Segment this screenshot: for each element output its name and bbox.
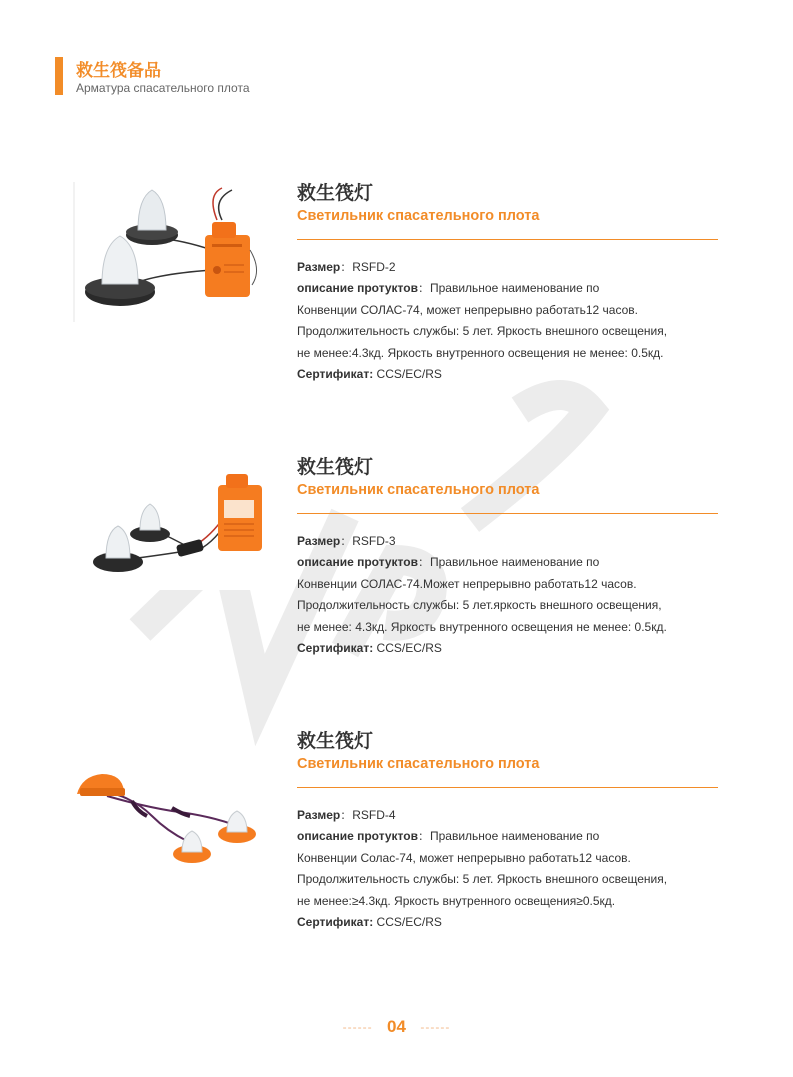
size-line: Размер：RSFD-4 bbox=[297, 808, 396, 822]
divider bbox=[297, 513, 718, 514]
pager-dashes-left: ------ bbox=[342, 1020, 373, 1034]
desc-line: не менее:≥4.3кд. Яркость внутренного освещения≥0.5кд. bbox=[297, 893, 616, 908]
desc-label: описание протуктов bbox=[297, 829, 418, 844]
product-title-cn: 救生筏灯 bbox=[297, 456, 374, 478]
desc-line: Продолжительность службы: 5 лет. Яркость внешного освещения, bbox=[297, 872, 668, 887]
cert-value: CCS/EC/RS bbox=[376, 915, 442, 930]
cert-label: Сертификат: bbox=[297, 915, 374, 930]
section-subtitle: Арматура спасательного плота bbox=[76, 81, 250, 95]
product-card-2 bbox=[0, 452, 793, 662]
page-number: 04 bbox=[387, 1017, 406, 1036]
cert-value: CCS/EC/RS bbox=[376, 641, 442, 656]
product-title-ru: Светильник спасательного плота bbox=[297, 482, 540, 498]
desc-line: Конвенции СОЛАС-74.Может непрерывно работать12 часов. bbox=[297, 576, 637, 591]
product-title-ru: Светильник спасательного плота bbox=[297, 208, 540, 224]
product-description bbox=[297, 531, 727, 659]
desc-line: не менее: 4.3кд. Яркость внутренного освещения не менее: 0.5кд. bbox=[297, 619, 667, 634]
desc-label: описание протуктов bbox=[297, 555, 418, 570]
desc-text: Правильное наименование по bbox=[430, 555, 600, 570]
product-card-1 bbox=[0, 178, 793, 388]
size-line: Размер：RSFD-2 bbox=[297, 260, 396, 274]
divider bbox=[297, 239, 718, 240]
cert-label: Сертификат: bbox=[297, 367, 374, 382]
desc-line: Конвенции Солас-74, может непрерывно работать12 часов. bbox=[297, 850, 631, 865]
product-title-cn: 救生筏灯 bbox=[297, 182, 374, 204]
product-image-rsfd-3 bbox=[72, 460, 267, 590]
product-title-cn: 救生筏灯 bbox=[297, 730, 374, 752]
pager-dashes-right: ------ bbox=[420, 1020, 451, 1034]
size-value: RSFD-3 bbox=[352, 534, 396, 548]
product-card-3 bbox=[0, 726, 793, 936]
desc-text: Правильное наименование по bbox=[430, 281, 600, 296]
section-title: 救生筏备品 bbox=[76, 61, 161, 81]
desc-line: Продолжительность службы: 5 лет. Яркость внешного освещения, bbox=[297, 324, 668, 339]
size-line: Размер：RSFD-3 bbox=[297, 534, 396, 548]
product-image-rsfd-2 bbox=[72, 180, 267, 325]
cert-label: Сертификат: bbox=[297, 641, 374, 656]
size-value: RSFD-2 bbox=[352, 260, 396, 274]
desc-line: Продолжительность службы: 5 лет.яркость внешного освещения, bbox=[297, 598, 662, 613]
product-description bbox=[297, 257, 727, 385]
product-description bbox=[297, 805, 727, 933]
size-label: Размер bbox=[297, 534, 341, 548]
size-label: Размер bbox=[297, 260, 341, 274]
desc-label: описание протуктов bbox=[297, 281, 418, 296]
cert-line bbox=[297, 912, 727, 933]
product-title-ru: Светильник спасательного плота bbox=[297, 756, 540, 772]
cert-line bbox=[297, 638, 727, 659]
desc-line: описание протуктов：Правильное наименование по bbox=[297, 555, 600, 570]
header-accent-bar bbox=[55, 57, 63, 95]
desc-line: описание протуктов：Правильное наименование по bbox=[297, 829, 600, 844]
desc-text: Правильное наименование по bbox=[430, 829, 600, 844]
size-value: RSFD-4 bbox=[352, 808, 396, 822]
cert-value: CCS/EC/RS bbox=[376, 367, 442, 382]
size-label: Размер bbox=[297, 808, 341, 822]
product-image-rsfd-4 bbox=[72, 756, 267, 881]
divider bbox=[297, 787, 718, 788]
page-footer bbox=[0, 1017, 793, 1037]
desc-line: не менее:4.3кд. Яркость внутренного освещения не менее: 0.5кд. bbox=[297, 345, 664, 360]
desc-line: описание протуктов：Правильное наименование по bbox=[297, 281, 600, 296]
cert-line bbox=[297, 364, 727, 385]
desc-line: Конвенции СОЛАС-74, может непрерывно работать12 часов. bbox=[297, 302, 638, 317]
